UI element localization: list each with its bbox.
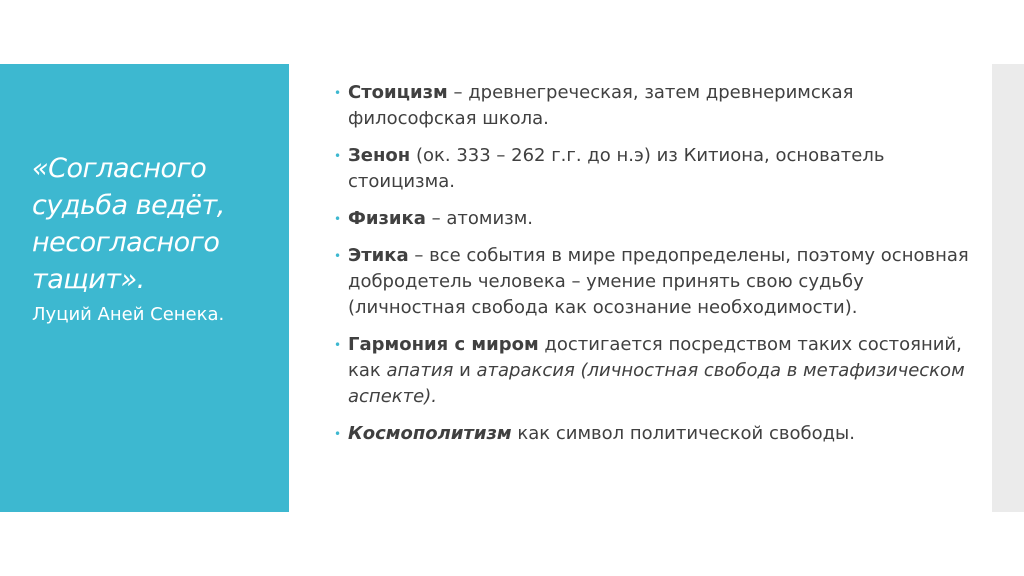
bullet-italic-term: атараксия (личностная свобода в метафизическом аспекте). [348, 360, 965, 407]
bullet-text: (ок. 333 – 262 г.г. до н.э) из Китиона, основатель стоицизма. [348, 145, 885, 192]
quote-line: тащит». [32, 264, 145, 295]
bullet-italic-term: апатия [386, 360, 454, 381]
bullet-item [332, 421, 977, 447]
bullet-text: достигается посредством таких состояний, как [348, 334, 962, 381]
bullet-text: – все события в мире предопределены, поэтому основная добродетель человека – умение принять свою судьбу (личностная свобода как осознание необходимости). [348, 245, 969, 318]
quote-line: «Согласного [32, 153, 207, 184]
bullet-icon: • [334, 338, 342, 352]
bullet-icon: • [334, 249, 342, 263]
bullet-item [332, 143, 977, 195]
bullet-icon: • [334, 212, 342, 226]
bullet-item [332, 80, 977, 132]
bullet-term: Стоицизм [348, 82, 448, 103]
quote-line: несогласного [32, 227, 220, 258]
bullet-term: Зенон [348, 145, 411, 166]
bullet-text: как символ политической свободы. [511, 423, 855, 444]
bullet-item [332, 243, 977, 321]
bullet-term: Гармония с миром [348, 334, 539, 355]
quote-line: судьба ведёт, [32, 190, 225, 221]
quote-author: Луций Аней Сенека. [32, 304, 225, 325]
bullet-text: – атомизм. [425, 208, 534, 229]
bullet-term: Этика [348, 245, 409, 266]
bullet-text: и [453, 360, 477, 381]
bullet-icon: • [334, 427, 342, 441]
bullet-icon: • [334, 149, 342, 163]
bullet-text: – древнегреческая, затем древнеримская философская школа. [348, 82, 854, 129]
quote-text [32, 150, 282, 298]
right-decorative-strip [992, 64, 1024, 512]
bullet-item [332, 206, 977, 232]
bullet-list [332, 80, 977, 458]
bullet-icon: • [334, 86, 342, 100]
bullet-term: Космополитизм [348, 423, 512, 444]
bullet-item [332, 332, 977, 410]
bullet-term: Физика [348, 208, 426, 229]
